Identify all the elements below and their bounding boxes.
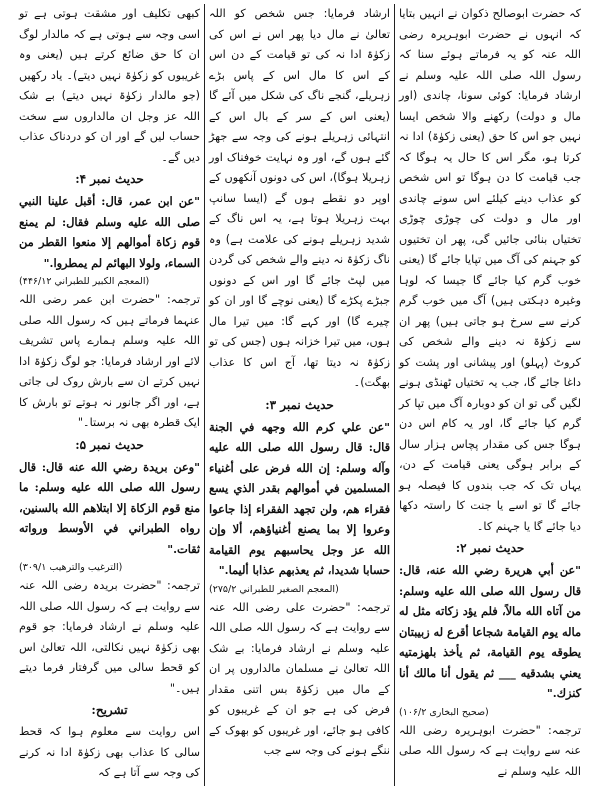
urdu-paragraph: ارشاد فرمایا: جس شخص کو اللہ تعالیٰ نے مال دیا پھر اس نے اس کی زکوٰۃ ادا نہ کی تو قیامت کے دن اس کے اس کا مال اس کے پاس بڑے زہریلے، گنجے ناگ کی شکل میں آئے گا (یعنی اس کے سر کے بال اس کے انتہائی زہریلے ہونے کی وجہ سے جھڑ گئے ہوں گے، اور وہ نہایت خوفناک اور زہریلا ہوگا)، اس کی دونوں آنکھوں کے اوپر دو نقطے ہوں گے (ایسا سانپ بہت زہریلا ہوتا ہے، یہ اس ناگ کے شدید زہریلے ہونے کی علامت ہے) وہ ناگ زکوٰۃ نہ دینے والے شخص کی گردن میں لپٹ جائے گا اور اس کے دونوں جبڑے پکڑے گا (یعنی نوچے گا اور ان کو چیرے گا) اور کہے گا: میں تیرا مال ہوں، میں تیرا خزانہ ہوں (جس کی تو زکوٰۃ نہ دیتا تھا، آج اس کا عذاب بھگت)۔: [209, 7, 390, 389]
hadith-heading: حدیث نمبر ۵:: [75, 437, 144, 452]
reference-citation: (الترغيب والترهيب ۳۰۹/۱): [19, 562, 123, 573]
hadith-heading: حدیث نمبر ۲:: [455, 541, 525, 555]
urdu-paragraph: کہ حضرت ابوصالح ذکوان نے انہیں بتایا کہ انہوں نے حضرت ابوہریرہ رضی اللہ عنہ کو یہ فرماتے ہوئے سنا کہ رسول اللہ صلی اللہ علیہ وسلم نے ارشاد فرمایا: کوئی سونا، چاندی (اور مال و دولت) رکھنے والا شخص ایسا نہیں جو اس کا حق (یعنی زکوٰۃ) ادا نہ کرتا ہو، مگر اس کا حال یہ ہوگا کہ جب قیامت کا دن ہوگا تو اس شخص کو عذاب دینے کیلئے اس سونے چاندی اور مال و دولت کی چوڑی چوڑی تختیاں بنائی جائیں گی، پھر ان تختیوں کو جہنم کی آگ میں تپایا جائے گا (یعنی خوب گرم کیا جائے گا جیسا کہ لوہا وغیرہ دہکتی ہیں) آگ میں خوب گرم کرنے سے سرخ ہو جاتی ہیں) پھر ان سے زکوٰۃ نہ دینے والے شخص کی کروٹ (پہلو) اور پیشانی اور پشت کو داغا جائے گا، جب یہ تختیاں ٹھنڈی ہونے لگیں گی تو ان کو دوبارہ آگ میں تپا کر گرم کیا جائے گا، اور یہ کام اس دن ہوگا جس کی مقدار پچاس ہزار سال کے برابر ہوگی یعنی قیامت کے دن، یہاں تک کہ جب بندوں کا فیصلہ ہو جائے گا تو اسے یا جنت کا راستہ دکھا دیا جائے گا یا جہنم کا۔: [399, 7, 581, 533]
arabic-hadith-text: "وعن بريدة رضي الله عنه قال: قال رسول الله صلى الله عليه وسلم: ما منع قوم الزكاة إلا ابتلاهم الله بالسنين، رواه الطبراني في الأوسط ورواته ثقات.": [19, 459, 200, 556]
hadith-heading: حدیث نمبر ۴:: [75, 172, 144, 186]
urdu-paragraph: ترجمہ: "حضرت علی رضی اللہ عنہ سے روایت ہے کہ رسول اللہ صلی اللہ علیہ وسلم نے ارشاد فرمایا: بے شک اللہ تعالیٰ نے مسلمان مالداروں پر ان کے مال میں زکوٰۃ بس اتنی مقدار فرض کی ہے جو ان کے غریبوں کو کافی ہو جائے، اور غریبوں کو بھوک کے ننگے ہونے کی وجہ سے جب: [209, 600, 390, 757]
urdu-paragraph: ترجمہ: "حضرت بریدہ رضی اللہ عنہ سے روایت ہے کہ رسول اللہ صلی اللہ علیہ وسلم نے ارشاد فرمایا: جو قوم بھی زکوٰۃ نہیں نکالتی، اللہ تعالیٰ اس کو قحط سالی میں گرفتار فرما دیتے ہیں۔": [19, 579, 200, 695]
urdu-paragraph: ترجمہ: "حضرت ابن عمر رضی اللہ عنہما فرماتے ہیں کہ رسول اللہ صلی اللہ علیہ وسلم ہمارے پاس تشریف لائے اور ارشاد فرمایا: جو لوگ زکوٰۃ ادا نہیں کرتے ان سے بارش روک لی جاتی ہے، اور اگر جانور نہ ہوتے تو بارش کا ایک قطرہ بھی نہ برستا۔": [19, 293, 200, 429]
urdu-paragraph: ترجمہ: "حضرت ابوہریرہ رضی اللہ عنہ سے روایت ہے کہ رسول اللہ صلی اللہ علیہ وسلم نے: [399, 723, 581, 778]
column-right: [395, 4, 585, 786]
arabic-hadith-text: "عن ابن عمر، قال: أقبل علينا النبي صلى الله عليه وسلم فقال: لم يمنع قوم زكاة أموالهم إلا منعوا القطر من السماء، ولولا البهائم لم يمطروا.": [19, 194, 200, 270]
column-left: [15, 4, 205, 786]
reference-citation: (المعجم الكبير للطبراني ۴۴۶/۱۲): [19, 276, 150, 287]
arabic-hadith-text: "عن علي كرم الله وجهه في الجنة قال: قال رسول الله صلى الله عليه وآله وسلم: إن الله فرض على أغنياء المسلمين في أموالهم بقدر الذي يسع فقراء هم، ولن تجهد الفقراء إذا جاعوا وعروا إلا بما يصنع أغنياؤهم، ألا وإن الله عز وجل يحاسبهم يوم القيامة حسابا شديدا، ثم يعذبهم عذابا أليما.": [209, 419, 390, 577]
reference-citation: (صحیح البخاری ۱۰۶/۲): [399, 706, 489, 718]
arabic-hadith-text: "عن أبي هريرة رضي الله عنه، قال: قال رسول الله صلى الله عليه وسلم: من آتاه الله مالاً، فلم يؤد زكاته مثل له ماله يوم القيامة شجاعا أقرع له زبيبتان يطوقه يوم القيامة، ثم يأخذ بلهزمتيه يعني بشدقيه ___ ثم يقول أنا مالك أنا كنزك.": [399, 563, 581, 700]
urdu-paragraph: اس روایت سے معلوم ہوا کہ قحط سالی کا عذاب بھی زکوٰۃ ادا نہ کرنے کی وجہ سے آتا ہے کہ: [19, 725, 200, 779]
reference-citation: (المعجم الصغير للطبراني ۲۷۵/۲): [209, 583, 339, 595]
column-middle: [205, 4, 395, 786]
hadith-heading: حدیث نمبر ۳:: [265, 397, 334, 412]
urdu-paragraph: کبھی تکلیف اور مشقت ہوتی ہے تو اسی وجہ سے ہوتی ہے کہ مالدار لوگ ان کا حق ضائع کرتے ہیں (یعنی وہ غریبوں کو زکوٰۃ نہیں دیتے)۔ یاد رکھیں (جو مالدار زکوٰۃ نہیں دیتے) بے شک اللہ عز وجل ان مالداروں سے سخت حساب لیں گے اور ان کو دردناک عذاب دیں گے۔: [19, 7, 200, 164]
hadith-heading: تشریح:: [91, 703, 128, 717]
